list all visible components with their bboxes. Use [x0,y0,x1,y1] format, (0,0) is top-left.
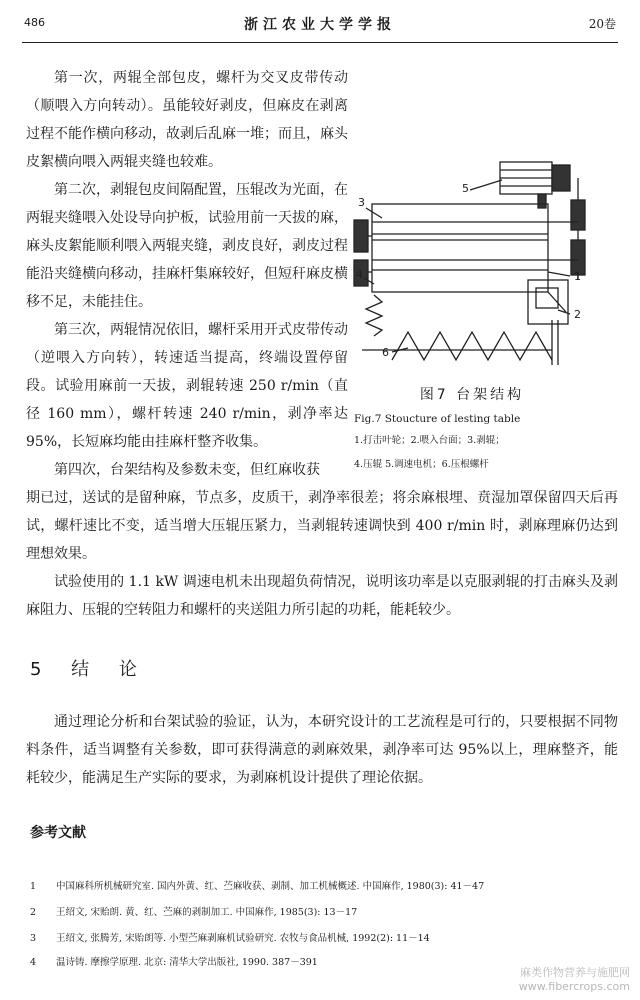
reference-item [30,880,590,894]
volume-label: 20卷 [588,17,616,31]
figure-test-stand-diagram [352,160,592,375]
figure-caption-en: Fig.7 Stoucture of lesting table [354,413,521,425]
reference-item [30,932,590,946]
figure-label-1: 1 [574,270,581,283]
figure-caption-zh: 图7 台架结构 [419,387,525,403]
reference-number: 1 [30,881,37,892]
paragraph-trial-2: 第二次，剥辊包皮间隔配置，压辊改为光面，在两辊夹缝喂入处设导向护板，试验用前一天拔的麻，麻头皮絮能顺利喂入两辊夹缝，剥皮良好，剥皮过程能沿夹缝横向移动，挂麻杆集麻较好，但短秆麻皮横移不足，未能挂住。 [26,182,348,310]
watermark-line-2: www.fibercrops.com [518,980,630,993]
reference-text: 中国麻科所机械研究室. 国内外黄、红、苎麻收获、剥制、加工机械概述. 中国麻作, 1980(3): 41－47 [56,881,485,892]
paragraph-trial-3: 第三次，两辊情况依旧，螺杆采用开式皮带传动（逆喂入方向转），转速适当提高，终端设置停留段。试验用麻前一天拔，剥辊转速 250 r/min（直径 160 mm），螺杆转速 240 r/min，剥净率达 95%，长短麻均能由挂麻杆整齐收集。 [26,322,348,450]
paragraph-trial-4-start: 第四次，台架结构及参数未变，但红麻收获 [54,462,320,478]
reference-text: 王绍文, 宋贻朗. 黄、红、苎麻的剥制加工. 中国麻作, 1985(3): 13－17 [56,907,358,918]
references-title: 参考文献 [30,825,86,841]
reference-number: 3 [30,933,37,944]
paragraph-trial-1: 第一次，两辊全部包皮，螺杆为交叉皮带传动（顺喂入方向转动）。虽能较好剥皮，但麻皮在剥离过程不能作横向移动，故剥后乱麻一堆；而且，麻头皮絮横向喂入两辊夹缝也较难。 [26,70,348,170]
page-number: 486 [24,16,45,29]
header-rule [22,42,618,43]
paragraph-trial-4-cont: 期已过，送试的是留种麻，节点多，皮质干，剥净率很差；将余麻根埋、贲湿加罩保留四天后再试，螺杆速比不变，适当增大压辊压紧力，当剥辊转速调快到 400 r/min 时，剥麻理麻仍达到理想效果。 [26,490,618,562]
paragraph-power: 试验使用的 1.1 kW 调速电机未出现超负荷情况，说明该功率是以克服剥辊的打击麻头及剥麻阻力、压辊的空转阻力和螺杆的夹送阻力所引起的功耗，能耗较少。 [26,574,618,618]
reference-text: 温诗铸. 摩擦学原理. 北京: 清华大学出版社, 1990. 387－391 [56,957,318,968]
figure-label-3: 3 [358,196,365,209]
journal-title: 浙江农业大学学报 [244,17,396,33]
page-header [24,14,616,36]
reference-item [30,906,590,920]
figure-label-6: 6 [382,346,389,359]
figure-label-2: 2 [574,308,581,321]
figure-label-4: 4 [356,268,363,281]
watermark [519,966,630,994]
section-title-conclusion: 5 结 论 [30,659,149,680]
reference-item [30,956,590,970]
figure-legend-line-1: 1.打击叶轮；2.喂入台面；3.剥辊； [354,435,505,446]
reference-number: 4 [30,957,37,968]
reference-number: 2 [30,907,37,918]
figure-label-5: 5 [462,182,469,195]
watermark-line-1: 麻类作物营养与施肥网 [520,966,630,979]
figure-legend-line-2: 4.压辊 5.调速电机；6.压根螺杆 [354,459,489,470]
reference-text: 王绍文, 张腾芳, 宋贻朗等. 小型苎麻剥麻机试验研究. 农牧与食品机械, 1992(2): 11－14 [56,933,430,944]
paragraph-conclusion: 通过理论分析和台架试验的验证，认为，本研究设计的工艺流程是可行的，只要根据不同物料条件，适当调整有关参数，即可获得满意的剥麻效果，剥净率可达 95%以上，理麻整齐，能耗较少，能满足生产实际的要求，为剥麻机设计提供了理论依据。 [26,714,618,786]
